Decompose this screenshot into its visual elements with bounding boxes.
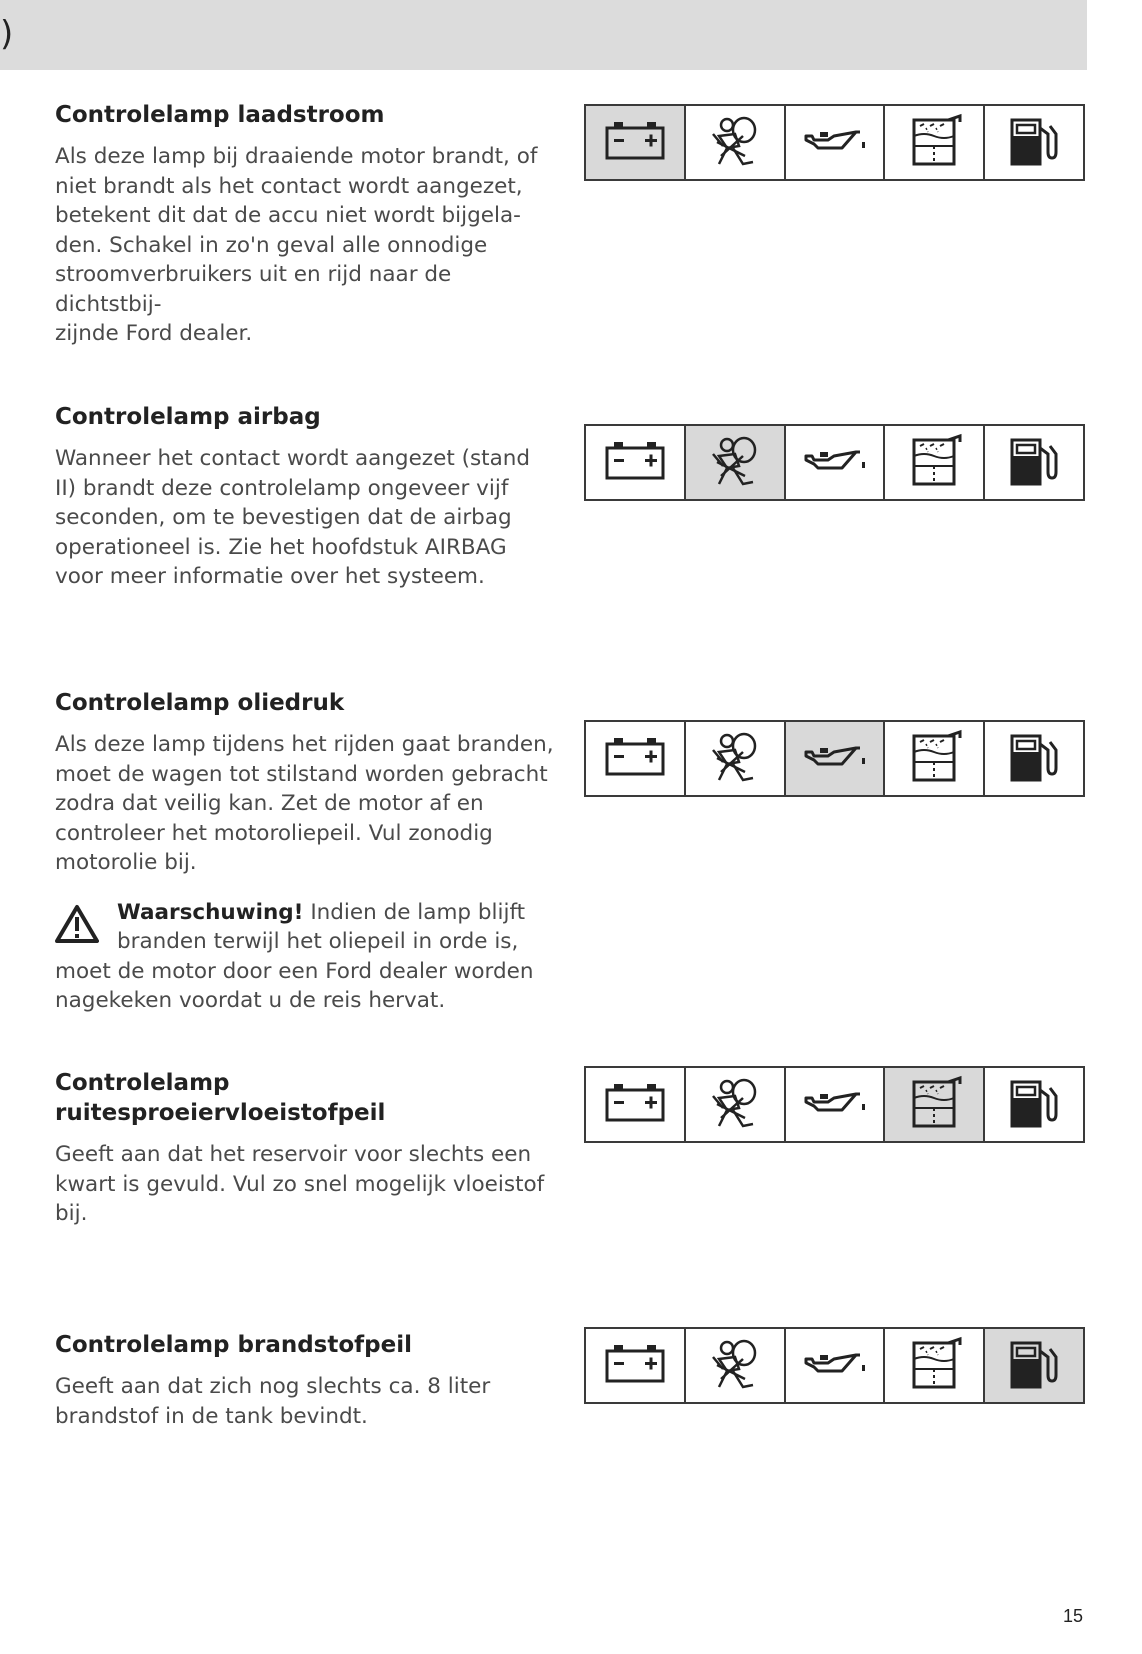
washer-fluid-icon (898, 1335, 970, 1397)
oil-can-icon (798, 112, 870, 174)
oil-can-lamp-cell (786, 1068, 886, 1141)
washer-fluid-lamp-cell (885, 106, 985, 179)
washer-fluid-lamp-cell (885, 1068, 985, 1141)
washer-fluid-icon (898, 728, 970, 790)
oil-can-lamp-cell (786, 722, 886, 795)
battery-icon (599, 1074, 671, 1136)
battery-lamp-cell (586, 722, 686, 795)
airbag-lamp-cell (686, 106, 786, 179)
battery-icon (599, 112, 671, 174)
page-number: 15 (1063, 1606, 1084, 1626)
fuel-pump-lamp-cell (985, 1329, 1083, 1402)
fuel-pump-lamp-cell (985, 1068, 1083, 1141)
battery-lamp-cell (586, 1329, 686, 1402)
warning-label: Waarschuwing! (117, 899, 304, 925)
washer-fluid-lamp-cell (885, 722, 985, 795)
airbag-lamp-cell (686, 426, 786, 499)
oil-can-lamp-cell (786, 1329, 886, 1402)
washer-fluid-icon (898, 1074, 970, 1136)
fuel-pump-lamp-cell (985, 722, 1083, 795)
airbag-icon (699, 1335, 771, 1397)
battery-lamp-cell (586, 106, 686, 179)
fuel-pump-icon (998, 728, 1070, 790)
airbag-icon (699, 432, 771, 494)
oil-can-icon (798, 728, 870, 790)
header-mark: ) (0, 14, 14, 54)
section-title: Controlelamp ruitesproeiervloeistofpeil (55, 1070, 386, 1126)
airbag-icon (699, 112, 771, 174)
oil-can-icon (798, 432, 870, 494)
warning-lamp-strip (584, 720, 1085, 797)
section-washer-fluid (55, 1068, 555, 1229)
section-title: Controlelamp oliedruk (55, 690, 345, 716)
washer-fluid-icon (898, 112, 970, 174)
airbag-lamp-cell (686, 722, 786, 795)
airbag-lamp-cell (686, 1329, 786, 1402)
washer-fluid-lamp-cell (885, 426, 985, 499)
section-title: Controlelamp brandstofpeil (55, 1332, 413, 1358)
section-body: Wanneer het contact wordt aangezet (stand II) brandt deze controlelamp ongeveer vijf seconden, om te bevestigen dat de airbag operationeel is. Zie het hoofdstuk AIRBAG voor meer informatie over het systeem. (55, 446, 531, 589)
section-body: Geeft aan dat het reservoir voor slechts een kwart is gevuld. Vul zo snel mogelijk vloeistof bij. (55, 1142, 545, 1226)
washer-fluid-lamp-cell (885, 1329, 985, 1402)
battery-lamp-cell (586, 426, 686, 499)
header-bar (0, 0, 1087, 70)
section-airbag (55, 402, 555, 592)
fuel-pump-icon (998, 112, 1070, 174)
fuel-pump-icon (998, 1335, 1070, 1397)
battery-icon (599, 728, 671, 790)
section-title: Controlelamp airbag (55, 404, 321, 430)
section-charging (55, 100, 555, 349)
fuel-pump-icon (998, 432, 1070, 494)
battery-icon (599, 432, 671, 494)
fuel-pump-lamp-cell (985, 426, 1083, 499)
washer-fluid-icon (898, 432, 970, 494)
warning-lamp-strip (584, 104, 1085, 181)
section-body: Geeft aan dat zich nog slechts ca. 8 liter brandstof in de tank bevindt. (55, 1374, 491, 1429)
warning-triangle-icon (55, 904, 99, 944)
section-title: Controlelamp laadstroom (55, 102, 385, 128)
airbag-lamp-cell (686, 1068, 786, 1141)
oil-can-icon (798, 1335, 870, 1397)
section-oil-pressure (55, 688, 555, 1016)
airbag-icon (699, 1074, 771, 1136)
warning-text: Waarschuwing! Indien de lamp blijft branden terwijl het oliepeil in orde is, moet de motor door een Ford dealer worden nagekeken voordat u de reis hervat. (55, 899, 534, 1013)
section-fuel-level (55, 1330, 555, 1431)
warning-lamp-strip (584, 1327, 1085, 1404)
oil-can-lamp-cell (786, 426, 886, 499)
warning-lamp-strip (584, 424, 1085, 501)
section-body: Als deze lamp bij draaiende motor brandt, of niet brandt als het contact wordt aangezet, betekent dit dat de accu niet wordt bijgela- den. Schakel in zo'n geval alle onnodige stroomverbruikers uit en rijd naar de dichtstbij- zijnde Ford dealer. (55, 144, 538, 346)
battery-lamp-cell (586, 1068, 686, 1141)
warning-lamp-strip (584, 1066, 1085, 1143)
fuel-pump-icon (998, 1074, 1070, 1136)
section-body: Als deze lamp tijdens het rijden gaat branden, moet de wagen tot stilstand worden gebracht zodra dat veilig kan. Zet de motor af en controleer het motoroliepeil. Vul zonodig motorolie bij. (55, 732, 554, 875)
battery-icon (599, 1335, 671, 1397)
warning-block (55, 898, 555, 1016)
oil-can-lamp-cell (786, 106, 886, 179)
airbag-icon (699, 728, 771, 790)
fuel-pump-lamp-cell (985, 106, 1083, 179)
oil-can-icon (798, 1074, 870, 1136)
